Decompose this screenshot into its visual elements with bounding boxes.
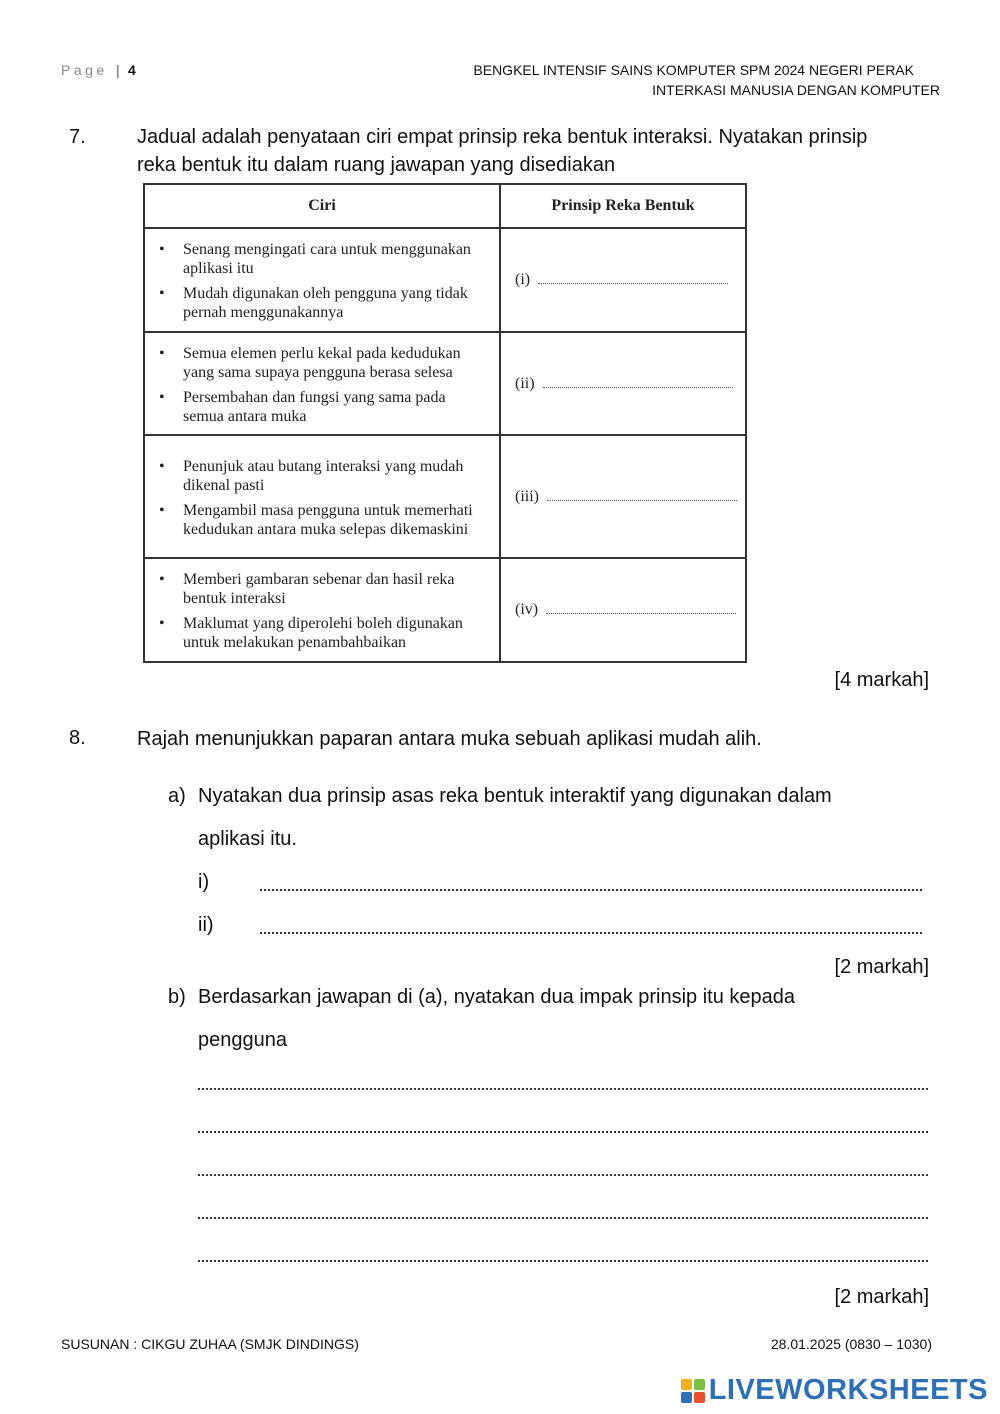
table-row bbox=[144, 558, 746, 662]
page-separator: | bbox=[116, 62, 120, 78]
ciri-item: Mudah digunakan oleh pengguna yang tidak pernah menggunakannya bbox=[183, 285, 468, 321]
answer-line-b-1[interactable] bbox=[198, 1088, 928, 1090]
answer-line-b-2[interactable] bbox=[198, 1131, 928, 1133]
answer-blank[interactable] bbox=[546, 603, 736, 614]
answer-line-b-3[interactable] bbox=[198, 1174, 928, 1176]
bullet-icon: • bbox=[159, 571, 165, 588]
table-row bbox=[144, 332, 746, 435]
page-label: Page bbox=[61, 62, 108, 78]
answer-blank[interactable] bbox=[538, 273, 728, 284]
ciri-item: Persembahan dan fungsi yang sama pada semua antara muka bbox=[183, 388, 446, 425]
ciri-cell bbox=[144, 332, 500, 435]
bullet-icon: • bbox=[159, 501, 165, 519]
answer-label: (iv) bbox=[515, 601, 539, 618]
answer-line-a-i[interactable] bbox=[260, 889, 922, 891]
principles-table bbox=[143, 183, 747, 663]
q8b-text-line1: Berdasarkan jawapan di (a), nyatakan dua impak prinsip itu kepada bbox=[198, 986, 796, 1008]
table-header-row bbox=[144, 184, 746, 228]
q8-number: 8. bbox=[69, 727, 86, 749]
q8a-text-line1: Nyatakan dua prinsip asas reka bentuk interaktif yang digunakan dalam bbox=[198, 785, 832, 807]
table-row bbox=[144, 228, 746, 332]
q8a-marks: [2 markah] bbox=[834, 956, 929, 978]
q8a-item-i-label: i) bbox=[198, 871, 210, 893]
ciri-item: Semua elemen perlu kekal pada kedudukan yang sama supaya pengguna berasa selesa bbox=[183, 344, 461, 381]
ciri-item: Memberi gambaran sebenar dan hasil reka bentuk interaksi bbox=[183, 571, 455, 607]
footer-date: 28.01.2025 (0830 – 1030) bbox=[770, 1336, 932, 1352]
q7-marks: [4 markah] bbox=[834, 669, 929, 691]
answer-line-b-5[interactable] bbox=[198, 1260, 928, 1262]
bullet-icon: • bbox=[159, 344, 165, 362]
ciri-cell bbox=[144, 435, 500, 558]
answer-cell-iv[interactable] bbox=[500, 558, 746, 662]
q8b-label: b) bbox=[168, 986, 186, 1008]
q8b-text-line2: pengguna bbox=[198, 1029, 287, 1051]
q8a-item-ii-label: ii) bbox=[198, 914, 214, 936]
q8a-text-line2: aplikasi itu. bbox=[198, 828, 297, 850]
answer-label: (iii) bbox=[515, 487, 539, 505]
answer-line-a-ii[interactable] bbox=[260, 932, 922, 934]
header-title: BENGKEL INTENSIF SAINS KOMPUTER SPM 2024 NEGERI PERAK bbox=[473, 62, 914, 78]
liveworksheets-brand bbox=[681, 1374, 988, 1407]
table-row bbox=[144, 435, 746, 558]
header-subtitle: INTERKASI MANUSIA DENGAN KOMPUTER bbox=[652, 82, 940, 98]
ciri-item: Maklumat yang diperolehi boleh digunakan untuk melakukan penambahbaikan bbox=[183, 615, 463, 651]
footer-author: SUSUNAN : CIKGU ZUHAA (SMJK DINDINGS) bbox=[61, 1336, 359, 1352]
ciri-cell bbox=[144, 558, 500, 662]
answer-label: (ii) bbox=[515, 374, 535, 392]
column-header-ciri: Ciri bbox=[144, 184, 500, 228]
ciri-cell bbox=[144, 228, 500, 332]
bullet-icon: • bbox=[159, 285, 165, 302]
answer-blank[interactable] bbox=[543, 377, 733, 388]
answer-label: (i) bbox=[515, 271, 531, 288]
answer-cell-iii[interactable] bbox=[500, 435, 746, 558]
q7-number: 7. bbox=[69, 126, 86, 148]
answer-cell-i[interactable] bbox=[500, 228, 746, 332]
ciri-item: Mengambil masa pengguna untuk memerhati kedudukan antara muka selepas dikemaskini bbox=[183, 501, 473, 538]
answer-line-b-4[interactable] bbox=[198, 1217, 928, 1219]
bullet-icon: • bbox=[159, 457, 165, 475]
q8-text: Rajah menunjukkan paparan antara muka sebuah aplikasi mudah alih. bbox=[137, 728, 762, 750]
q7-text-line2: reka bentuk itu dalam ruang jawapan yang disediakan bbox=[137, 154, 616, 176]
bullet-icon: • bbox=[159, 615, 165, 632]
bullet-icon: • bbox=[159, 388, 165, 406]
liveworksheets-logo-icon bbox=[681, 1379, 705, 1403]
ciri-item: Senang mengingati cara untuk menggunakan aplikasi itu bbox=[183, 241, 471, 277]
ciri-item: Penunjuk atau butang interaksi yang mudah dikenal pasti bbox=[183, 457, 464, 494]
q8a-label: a) bbox=[168, 785, 186, 807]
answer-cell-ii[interactable] bbox=[500, 332, 746, 435]
q8b-marks: [2 markah] bbox=[834, 1286, 929, 1308]
bullet-icon: • bbox=[159, 241, 165, 258]
liveworksheets-text: LIVEWORKSHEETS bbox=[708, 1374, 988, 1406]
answer-blank[interactable] bbox=[547, 490, 737, 501]
column-header-prinsip: Prinsip Reka Bentuk bbox=[500, 184, 746, 228]
q7-text-line1: Jadual adalah penyataan ciri empat prinsip reka bentuk interaksi. Nyatakan prinsip bbox=[137, 126, 868, 148]
page-number: 4 bbox=[128, 62, 136, 78]
